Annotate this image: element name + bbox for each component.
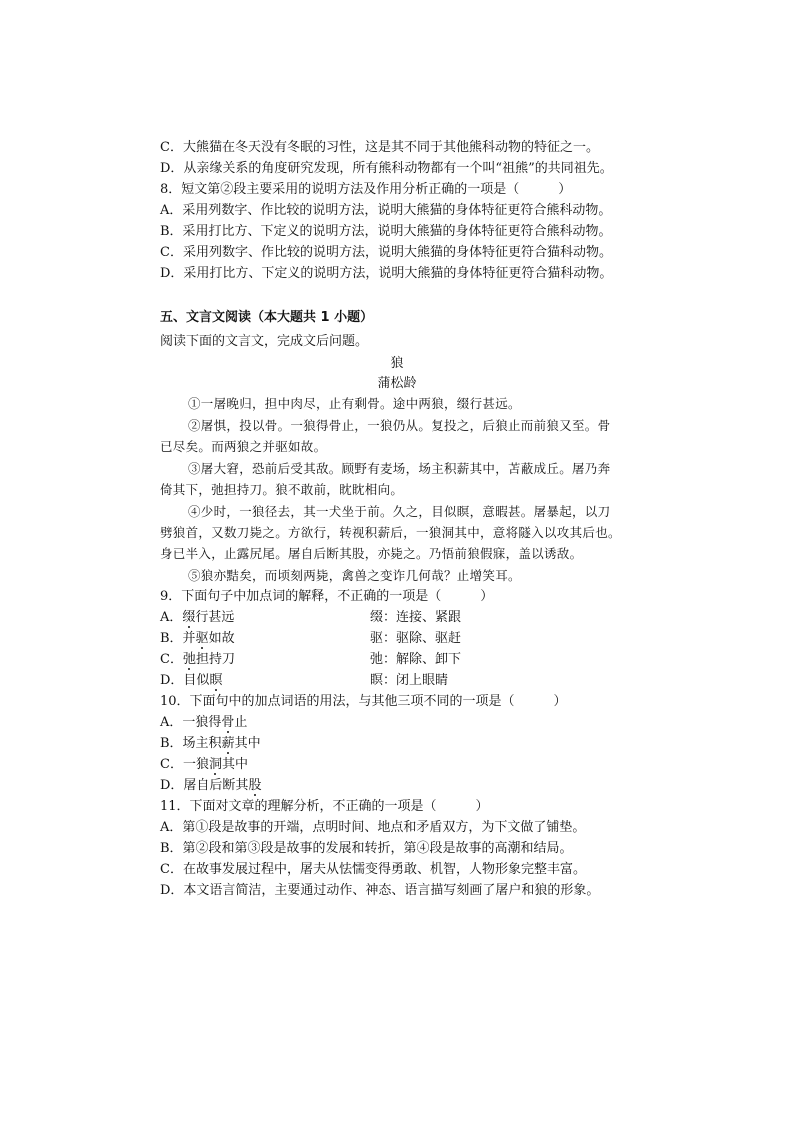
q10-a-pre: A．一狼得 (160, 715, 222, 730)
passage-p4-line3: 身已半入，止露尻尾。屠自后断其股，亦毙之。乃悟前狼假寐，盖以诱敌。 (160, 546, 583, 561)
q8-option-a: A．采用列数字、作比较的说明方法，说明大熊猫的身体特征更符合熊科动物。 (160, 203, 612, 218)
q10-b-dotted-word: 薪 (221, 736, 235, 751)
passage-p2-line2: 已尽矣。而两狼之并驱如故。 (160, 439, 327, 454)
section5-instruction: 阅读下面的文言文，完成文后问题。 (160, 334, 369, 349)
q7-option-d: D．从亲缘关系的角度研究发现，所有熊科动物都有一个叫“祖熊”的共同祖先。 (160, 161, 613, 176)
q9-b-pre: B．并 (160, 631, 196, 646)
q9-a-dotted-word: 缀 (182, 610, 196, 625)
q9-a-post: 行甚远 (195, 610, 235, 625)
passage-author: 蒲松龄 (377, 376, 417, 391)
q9-option-c-explanation: 弛：解除、卸下 (370, 652, 462, 667)
q9-c-dotted-word: 弛 (182, 652, 196, 667)
passage-p4-line2: 劈狼首，又数刀毙之。方欲行，转视积薪后，一狼洞其中，意将隧入以攻其后也。 (160, 525, 621, 540)
q9-option-b-explanation: 驱：驱除、驱赶 (370, 631, 462, 646)
passage-p1: ①一屠晚归，担中肉尽，止有剩骨。途中两狼，缀行甚远。 (188, 396, 521, 411)
q9-a-pre: A． (160, 610, 183, 625)
q7-option-c: C．大熊猫在冬天没有冬眠的习性，这是其不同于其他熊科动物的特征之一。 (160, 140, 599, 155)
q9-c-post: 担持刀 (195, 652, 235, 667)
q8-option-d: D．采用打比方、下定义的说明方法，说明大熊猫的身体特征更符合猫科动物。 (160, 266, 613, 281)
section5-heading: 五、文言文阅读（本大题共 1 小题） (160, 310, 374, 325)
passage-p3-line1: ③屠大窘，恐前后受其敌。顾野有麦场，场主积薪其中，苫蔽成丘。屠乃奔 (188, 461, 611, 476)
passage-p2-line1: ②屠惧，投以骨。一狼得骨止，一狼仍从。复投之，后狼止而前狼又至。骨 (188, 418, 611, 433)
passage-p3-line2: 倚其下，弛担持刀。狼不敢前，眈眈相向。 (160, 482, 404, 497)
q9-option-a-explanation: 缀：连接、紧跟 (370, 610, 462, 625)
q9-stem: 9．下面句子中加点词的解释，不正确的一项是（ ） (160, 589, 494, 604)
q9-option-d-explanation: 瞑：闭上眼睛 (370, 673, 449, 688)
passage-p5: ⑤狼亦黠矣，而顷刻两毙，禽兽之变诈几何哉？止增笑耳。 (188, 568, 521, 583)
q10-c-pre: C．一狼 (160, 757, 209, 772)
q11-option-b: B．第②段和第③段是故事的发展和转折，第④段是故事的高潮和结局。 (160, 841, 573, 856)
q11-option-d: D．本文语言简洁，主要通过动作、神态、语言描写刻画了屠户和狼的形象。 (160, 883, 600, 898)
q8-stem: 8．短文第②段主要采用的说明方法及作用分析正确的一项是（ ） (160, 182, 572, 197)
q10-c-dotted-word: 洞 (208, 757, 222, 772)
q11-option-a: A．第①段是故事的开端，点明时间、地点和矛盾双方，为下文做了铺垫。 (160, 820, 586, 835)
q9-option-b (160, 631, 235, 647)
q10-stem: 10．下面句中的加点词语的用法，与其他三项不同的一项是（ ） (160, 694, 567, 709)
q10-a-post: 止 (234, 715, 248, 730)
q10-option-c (160, 757, 248, 773)
q9-d-pre: D．目似 (160, 673, 210, 688)
q9-b-dotted-word: 驱 (195, 631, 209, 646)
q10-d-pre: D．屠自后断其 (160, 778, 249, 793)
q8-option-c: C．采用列数字、作比较的说明方法，说明大熊猫的身体特征更符合猫科动物。 (160, 245, 612, 260)
q11-stem: 11．下面对文章的理解分析，不正确的一项是（ ） (160, 799, 489, 814)
q9-option-a (160, 610, 234, 626)
q8-option-b: B．采用打比方、下定义的说明方法，说明大熊猫的身体特征更符合熊科动物。 (160, 224, 612, 239)
q9-d-dotted-word: 瞑 (209, 673, 223, 688)
passage-p4-line1: ④少时，一狼径去，其一犬坐于前。久之，目似瞑，意暇甚。屠暴起，以刀 (188, 504, 611, 519)
q10-option-b (160, 736, 261, 752)
q10-b-pre: B．场主积 (160, 736, 222, 751)
passage-title: 狼 (390, 356, 404, 371)
q9-b-post: 如故 (208, 631, 235, 646)
q10-c-post: 其中 (221, 757, 248, 772)
q9-option-c (160, 652, 235, 668)
q10-option-a (160, 715, 247, 731)
q9-c-pre: C． (160, 652, 183, 667)
q10-option-d (160, 778, 261, 794)
q11-option-c: C．在故事发展过程中，屠夫从怯懦变得勇敢、机智，人物形象完整丰富。 (160, 862, 586, 877)
q10-b-post: 其中 (234, 736, 261, 751)
q10-d-dotted-word: 股 (248, 778, 262, 793)
q9-option-d (160, 673, 222, 689)
q10-a-dotted-word: 骨 (221, 715, 235, 730)
